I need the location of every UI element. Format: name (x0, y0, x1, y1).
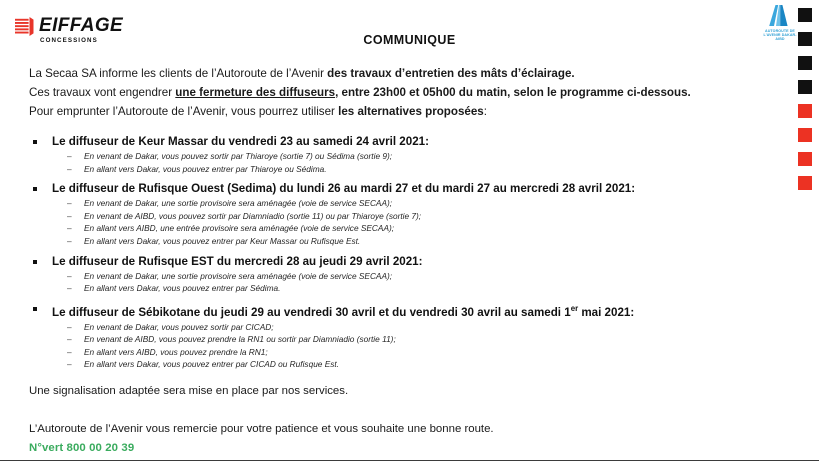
footer-line-1: Une signalisation adaptée sera mise en place par nos services. (29, 385, 349, 397)
dash-bullet-icon: – (67, 198, 72, 209)
dash-bullet-icon: – (67, 151, 72, 161)
list-item-text: En allant vers Dakar, vous pouvez entrer par CICAD ou Rufisque Est. (84, 359, 340, 370)
square-bullet-icon (33, 140, 37, 144)
diffuseur-section (33, 134, 773, 175)
intro-paragraphs (29, 64, 739, 121)
square-bullet-icon (33, 307, 37, 311)
diffuseur-heading (33, 134, 773, 150)
list-item-text: En allant vers AIBD, vous pouvez prendre la RN1; (84, 346, 268, 357)
diffuseur-heading (33, 301, 773, 321)
list-item (33, 150, 773, 163)
list-item (33, 222, 773, 235)
document-header (0, 0, 819, 60)
list-item-text: En allant vers Dakar, vous pouvez entrer par Keur Massar ou Rufisque Est. (84, 235, 361, 246)
diffuseur-sub-list (33, 321, 773, 371)
decorative-square (798, 80, 812, 94)
dash-bullet-icon: – (67, 270, 72, 281)
diffuseur-heading (33, 254, 773, 270)
list-item (33, 321, 773, 334)
decorative-square (798, 56, 812, 70)
diffuseur-section (33, 254, 773, 295)
list-item (33, 197, 773, 210)
decorative-square (798, 8, 812, 22)
intro-line-3-end: : (483, 105, 487, 118)
diffuseur-heading-text: Le diffuseur de Rufisque Ouest (Sedima) du lundi 26 au mardi 27 et du mardi 27 au mercredi 28 avril 2021: (52, 182, 636, 196)
intro-line-3-bold: les alternatives proposées (338, 105, 484, 118)
decorative-square (798, 104, 812, 118)
list-item (33, 282, 773, 295)
dash-bullet-icon: – (67, 346, 72, 357)
decorative-square (798, 176, 812, 190)
diffuseur-heading-text: Le diffuseur de Keur Massar du vendredi 23 au samedi 24 avril 2021: (52, 135, 429, 148)
list-item-text: En allant vers Dakar, vous pouvez entrer par Thiaroye ou Sédima. (84, 163, 327, 174)
decorative-square-strip (798, 8, 813, 200)
dash-bullet-icon: – (67, 163, 72, 174)
intro-line-2-bold: , entre 23h00 et 05h00 du matin, selon le programme ci-dessous. (335, 86, 691, 99)
diffuseur-sub-list (33, 197, 773, 247)
list-item-text: En venant de Dakar, vous pouvez sortir par CICAD; (84, 321, 274, 332)
intro-line-2-text: Ces travaux vont engendrer (29, 86, 176, 99)
square-bullet-icon (33, 187, 37, 191)
diffuseur-heading-text-b: mai 2021: (578, 305, 635, 319)
intro-line-1 (29, 64, 739, 83)
list-item-text: En venant de Dakar, une sortie provisoire sera aménagée (voie de service SECAA); (84, 270, 393, 281)
intro-line-1-bold: des travaux d’entretien des mâts d’éclairage. (327, 67, 575, 80)
list-item (33, 358, 773, 371)
diffuseur-heading-text: Le diffuseur de Rufisque EST du mercredi 28 au jeudi 29 avril 2021: (52, 254, 423, 268)
diffuseur-sub-list (33, 270, 773, 295)
list-item-text: En venant de Dakar, une sortie provisoire sera aménagée (voie de service SECAA); (84, 198, 393, 209)
dash-bullet-icon: – (67, 359, 72, 370)
decorative-square (798, 152, 812, 166)
list-item-text: En allant vers AIBD, une entrée provisoire sera aménagée (voie de service SECAA); (84, 223, 395, 234)
autoroute-avenir-logo (761, 4, 799, 42)
list-item (33, 333, 773, 346)
list-item-text: En venant de AIBD, vous pouvez sortir par Diamniadio (sortie 11) ou par Thiaroye (sortie 7); (84, 210, 422, 221)
dash-bullet-icon: – (67, 334, 72, 345)
diffuseur-heading-text (52, 301, 634, 321)
dash-bullet-icon: – (67, 223, 72, 234)
diffuseur-sections (33, 134, 773, 377)
decorative-square (798, 32, 812, 46)
square-bullet-icon (33, 260, 37, 264)
eiffage-subtitle: CONCESSIONS (40, 37, 98, 44)
intro-line-3-text: Pour emprunter l’Autoroute de l’Avenir, vous pourrez utiliser (29, 105, 339, 118)
eiffage-name: EIFFAGE (39, 15, 124, 36)
list-item (33, 346, 773, 359)
dash-bullet-icon: – (67, 235, 72, 246)
list-item (33, 163, 773, 176)
footer-line-2: L’Autoroute de l’Avenir vous remercie pour votre patience et vous souhaite une bonne route. (29, 423, 494, 435)
diffuseur-section (33, 301, 773, 371)
diffuseur-section (33, 181, 773, 247)
diffuseur-sub-list (33, 150, 773, 175)
page-title: COMMUNIQUE (363, 33, 456, 47)
dash-bullet-icon: – (67, 283, 72, 294)
decorative-square (798, 128, 812, 142)
autoroute-avenir-caption: AUTOROUTE DE L'AVENIR DAKAR-AIBD (763, 29, 797, 42)
diffuseur-heading-text-a: Le diffuseur de Sébikotane du jeudi 29 au vendredi 30 avril et du vendredi 30 avril au samedi 1 (52, 305, 571, 319)
footer-spacer (29, 401, 769, 420)
list-item (33, 235, 773, 248)
diffuseur-heading-superscript: er (570, 303, 579, 313)
list-item-text: En allant vers Dakar, vous pouvez entrer par Sédima. (84, 283, 281, 294)
intro-line-2 (29, 83, 739, 102)
toll-free-number: N°vert 800 00 20 39 (29, 442, 135, 454)
dash-bullet-icon: – (67, 210, 72, 221)
autoroute-avenir-logo-icon (765, 4, 795, 28)
list-item-text: En venant de AIBD, vous pouvez prendre la RN1 ou sortir par Diamniadio (sortie 11); (84, 334, 396, 345)
diffuseur-heading (33, 181, 773, 197)
list-item-text: En venant de Dakar, vous pouvez sortir par Thiaroye (sortie 7) ou Sédima (sortie 9); (84, 151, 393, 161)
intro-line-3 (29, 102, 739, 121)
dash-bullet-icon: – (67, 321, 72, 332)
list-item (33, 270, 773, 283)
footer-text (29, 382, 769, 458)
intro-line-2-underline: une fermeture des diffuseurs (175, 86, 336, 99)
intro-line-1-text: La Secaa SA informe les clients de l’Autoroute de l’Avenir (29, 67, 328, 80)
list-item (33, 210, 773, 223)
